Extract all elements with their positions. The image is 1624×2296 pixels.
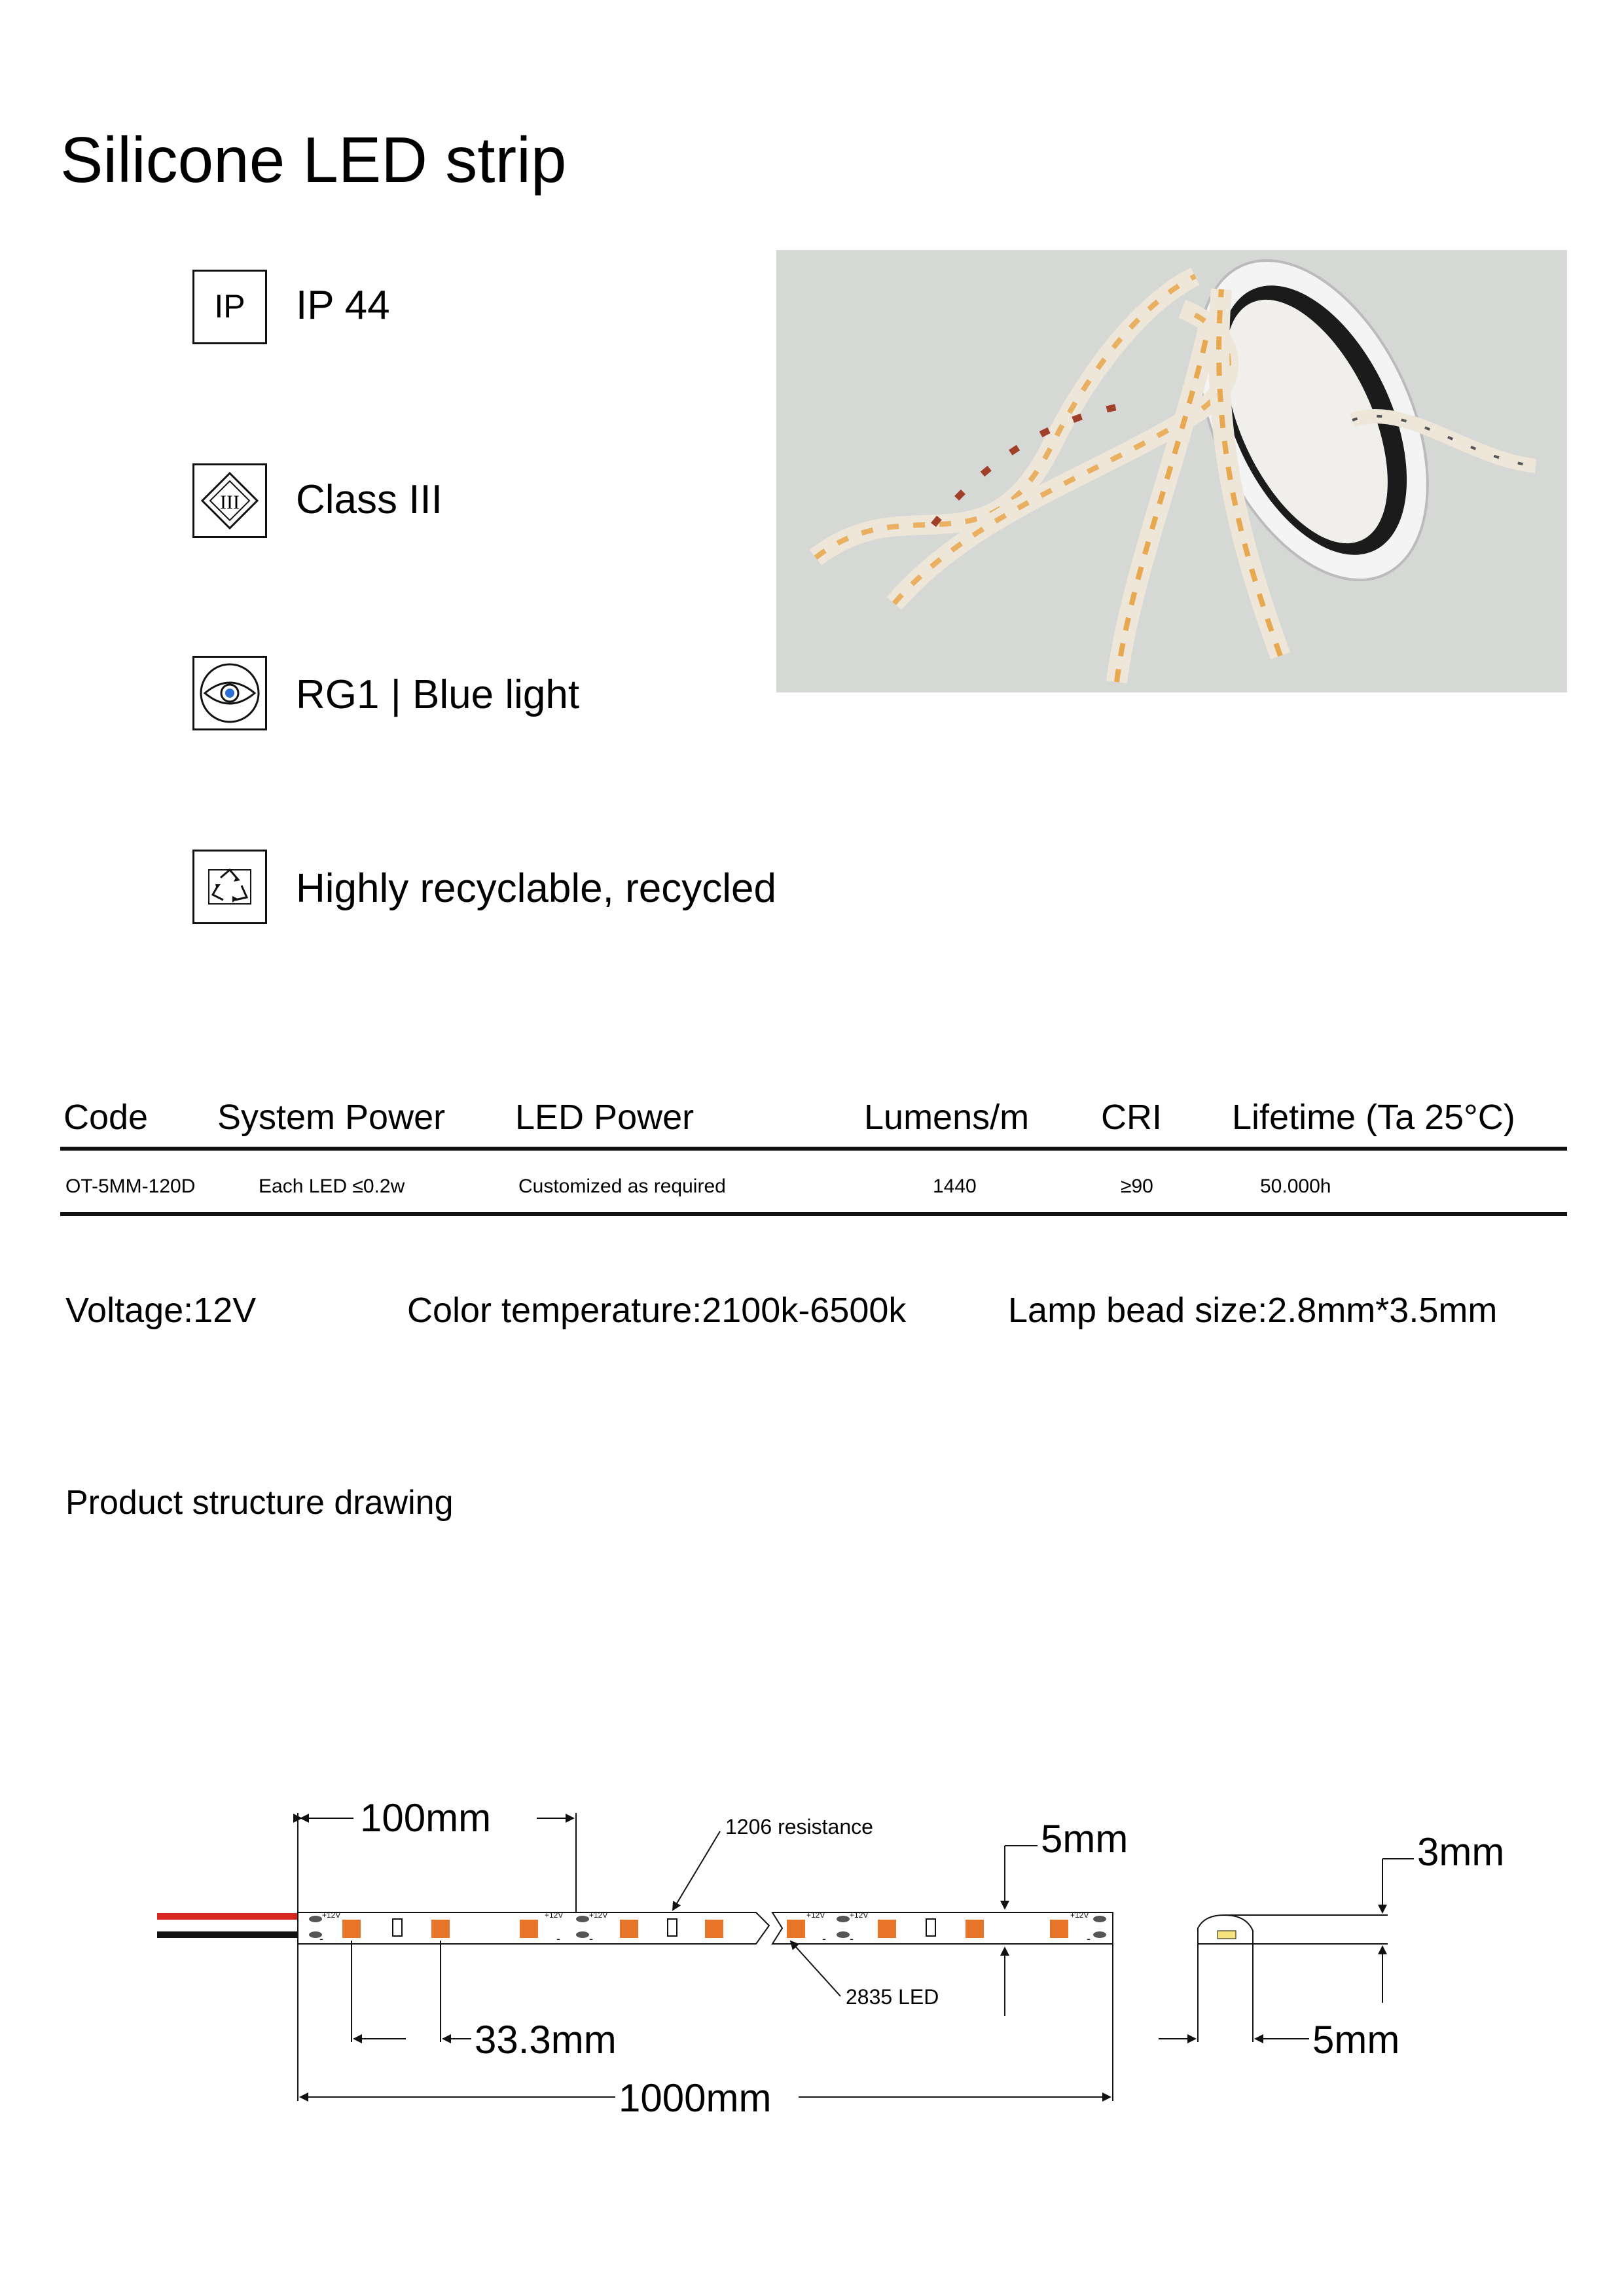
ip-rating-icon	[192, 270, 267, 344]
pad-label: +12V	[1070, 1910, 1089, 1920]
solder-pad	[1093, 1916, 1106, 1922]
dim-1000mm: 1000mm	[619, 2076, 772, 2120]
dim-5mm-profile: 5mm	[1312, 2018, 1400, 2062]
spec-color-temperature: Color temperature:2100k-6500k	[407, 1291, 907, 1330]
solder-pad	[837, 1931, 850, 1938]
product-photo	[776, 250, 1567, 692]
cell-led-power: Customized as required	[518, 1175, 726, 1197]
dim-100mm: 100mm	[360, 1796, 492, 1840]
pad-minus: -	[1087, 1932, 1091, 1945]
resistor	[668, 1919, 677, 1936]
recycle-icon	[192, 850, 267, 924]
led-chip	[965, 1920, 984, 1938]
led-chip	[787, 1920, 805, 1938]
solder-pad	[576, 1931, 589, 1938]
pad-minus: -	[850, 1932, 854, 1945]
pad-minus: -	[589, 1932, 593, 1945]
pad-label: +12V	[545, 1910, 564, 1920]
cell-system-power: Each LED ≤0.2w	[259, 1175, 405, 1197]
dim-33-3mm: 33.3mm	[475, 2018, 617, 2062]
pad-label: +12V	[806, 1910, 825, 1920]
label-1206-resistance: 1206 resistance	[725, 1815, 873, 1839]
cell-lifetime: 50.000h	[1260, 1175, 1331, 1197]
pad-label: +12V	[850, 1910, 869, 1920]
col-header-code: Code	[63, 1098, 149, 1137]
solder-pad	[309, 1916, 322, 1922]
solder-pad	[576, 1916, 589, 1922]
eye-icon	[192, 656, 267, 730]
feature-label-recycle: Highly recyclable, recycled	[296, 866, 776, 911]
dim-5mm-width: 5mm	[1041, 1817, 1128, 1861]
spec-voltage: Voltage:12V	[65, 1291, 257, 1330]
pad-minus: -	[556, 1932, 560, 1945]
pad-label: +12V	[589, 1910, 608, 1920]
ip-icon-text: IP	[214, 288, 245, 325]
led-chip	[878, 1920, 896, 1938]
resistor	[393, 1919, 402, 1936]
class-iii-icon	[192, 463, 267, 538]
pad-minus: -	[822, 1932, 826, 1945]
structure-drawing	[157, 1793, 1532, 2160]
led-chip	[620, 1920, 638, 1938]
feature-label-ip: IP 44	[296, 283, 390, 328]
solder-pad	[837, 1916, 850, 1922]
table-bottom-rule	[60, 1212, 1567, 1216]
led-chip	[431, 1920, 450, 1938]
profile-cross-section	[1198, 1915, 1253, 1944]
led-chip	[342, 1920, 361, 1938]
dim-3mm-height: 3mm	[1417, 1830, 1505, 1874]
class-icon-text: III	[220, 492, 240, 513]
col-header-system-power: System Power	[217, 1098, 446, 1137]
col-header-led-power: LED Power	[515, 1098, 695, 1137]
solder-pad	[1093, 1931, 1106, 1938]
col-header-lumens: Lumens/m	[864, 1098, 1030, 1137]
pad-label: +12V	[322, 1910, 341, 1920]
page-title: Silicone LED strip	[60, 124, 567, 196]
label-2835-led: 2835 LED	[846, 1985, 939, 2009]
pad-minus: -	[319, 1932, 323, 1945]
led-chip	[1050, 1920, 1068, 1938]
cell-cri: ≥90	[1121, 1175, 1153, 1197]
table-top-rule	[60, 1147, 1567, 1151]
cell-lumens: 1440	[933, 1175, 977, 1197]
resistor	[926, 1919, 935, 1936]
feature-label-rg1: RG1 | Blue light	[296, 672, 580, 717]
col-header-cri: CRI	[1101, 1098, 1162, 1137]
led-chip	[705, 1920, 723, 1938]
led-chip	[520, 1920, 538, 1938]
cell-code: OT-5MM-120D	[65, 1175, 196, 1197]
feature-label-class: Class III	[296, 477, 442, 522]
col-header-lifetime: Lifetime (Ta 25°C)	[1232, 1098, 1515, 1137]
spec-bead-size: Lamp bead size:2.8mm*3.5mm	[1008, 1291, 1498, 1330]
section-title: Product structure drawing	[65, 1484, 454, 1522]
